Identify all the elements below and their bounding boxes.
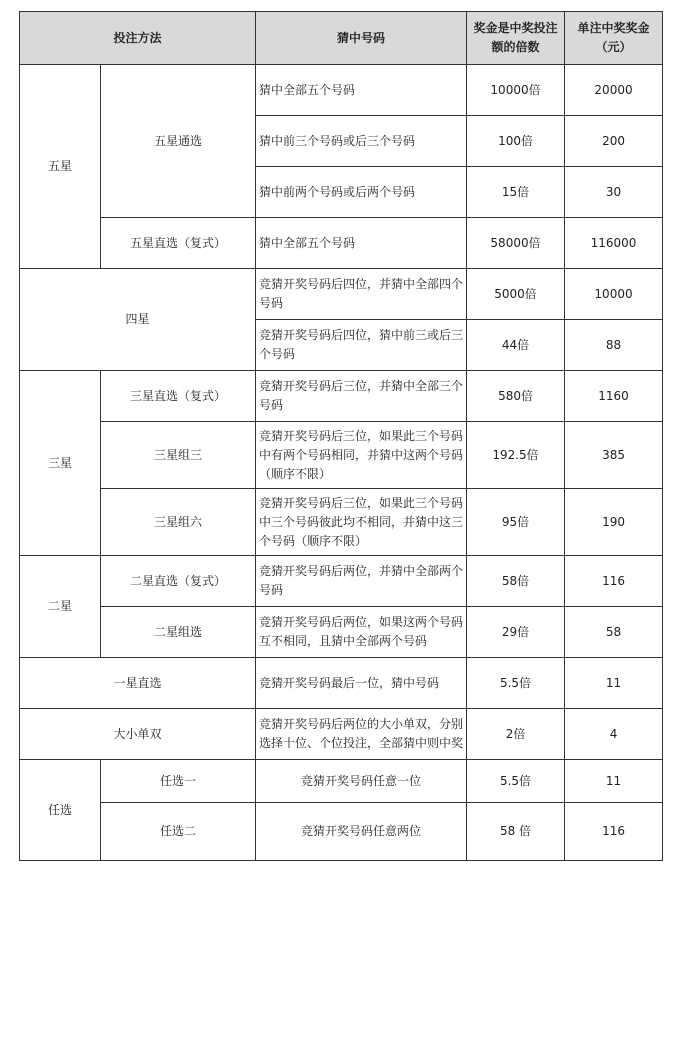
prize-cell: 116000 xyxy=(565,218,663,269)
guess-cell: 竞猜开奖号码后四位，猜中前三或后三个号码 xyxy=(256,320,467,371)
group-erxing: 二星 xyxy=(20,556,101,658)
guess-cell: 竞猜开奖号码后三位，如果此三个号码中三个号码彼此均不相同，并猜中这三个号码（顺序不限） xyxy=(256,489,467,556)
table-row xyxy=(20,371,663,422)
group-renxuan: 任选 xyxy=(20,760,101,861)
multiple-cell: 58 倍 xyxy=(467,803,565,861)
table-header-row xyxy=(20,12,663,65)
guess-cell: 猜中前三个号码或后三个号码 xyxy=(256,116,467,167)
multiple-cell: 192.5倍 xyxy=(467,422,565,489)
method-renxuan-two: 任选二 xyxy=(101,803,256,861)
table-row xyxy=(20,218,663,269)
prize-cell: 385 xyxy=(565,422,663,489)
table-row xyxy=(20,658,663,709)
prize-cell: 116 xyxy=(565,803,663,861)
table-row xyxy=(20,65,663,116)
group-sixing: 四星 xyxy=(20,269,256,371)
header-multiple: 奖金是中奖投注额的倍数 xyxy=(467,12,565,65)
group-sanxing: 三星 xyxy=(20,371,101,556)
method-wuxing-zhixuan: 五星直选（复式） xyxy=(101,218,256,269)
guess-cell: 竞猜开奖号码后三位，并猜中全部三个号码 xyxy=(256,371,467,422)
prize-cell: 11 xyxy=(565,760,663,803)
table-row xyxy=(20,760,663,803)
prize-cell: 10000 xyxy=(565,269,663,320)
guess-cell: 竞猜开奖号码最后一位，猜中号码 xyxy=(256,658,467,709)
method-erxing-zhixuan: 二星直选（复式） xyxy=(101,556,256,607)
prize-cell: 200 xyxy=(565,116,663,167)
multiple-cell: 580倍 xyxy=(467,371,565,422)
multiple-cell: 5.5倍 xyxy=(467,658,565,709)
multiple-cell: 10000倍 xyxy=(467,65,565,116)
prize-cell: 1160 xyxy=(565,371,663,422)
method-daxiao: 大小单双 xyxy=(20,709,256,760)
method-yixing: 一星直选 xyxy=(20,658,256,709)
guess-cell: 猜中全部五个号码 xyxy=(256,218,467,269)
table-row xyxy=(20,489,663,556)
prize-cell: 58 xyxy=(565,607,663,658)
multiple-cell: 100倍 xyxy=(467,116,565,167)
prize-cell: 20000 xyxy=(565,65,663,116)
multiple-cell: 95倍 xyxy=(467,489,565,556)
guess-cell: 竞猜开奖号码任意一位 xyxy=(256,760,467,803)
table-row xyxy=(20,803,663,861)
prize-cell: 88 xyxy=(565,320,663,371)
prize-cell: 190 xyxy=(565,489,663,556)
multiple-cell: 44倍 xyxy=(467,320,565,371)
guess-cell: 竞猜开奖号码后两位，并猜中全部两个号码 xyxy=(256,556,467,607)
table-row xyxy=(20,709,663,760)
table-row xyxy=(20,422,663,489)
method-sanxing-zuliu: 三星组六 xyxy=(101,489,256,556)
prize-cell: 116 xyxy=(565,556,663,607)
prize-cell: 11 xyxy=(565,658,663,709)
prize-cell: 4 xyxy=(565,709,663,760)
table-row xyxy=(20,269,663,320)
multiple-cell: 15倍 xyxy=(467,167,565,218)
multiple-cell: 5.5倍 xyxy=(467,760,565,803)
method-renxuan-one: 任选一 xyxy=(101,760,256,803)
guess-cell: 竞猜开奖号码后两位，如果这两个号码互不相同，且猜中全部两个号码 xyxy=(256,607,467,658)
header-guess: 猜中号码 xyxy=(256,12,467,65)
prize-cell: 30 xyxy=(565,167,663,218)
table-row xyxy=(20,556,663,607)
method-wuxing-tongxuan: 五星通选 xyxy=(101,65,256,218)
multiple-cell: 58倍 xyxy=(467,556,565,607)
guess-cell: 猜中全部五个号码 xyxy=(256,65,467,116)
multiple-cell: 2倍 xyxy=(467,709,565,760)
guess-cell: 竞猜开奖号码任意两位 xyxy=(256,803,467,861)
method-sanxing-zhixuan: 三星直选（复式） xyxy=(101,371,256,422)
method-erxing-zuxuan: 二星组选 xyxy=(101,607,256,658)
guess-cell: 竞猜开奖号码后三位，如果此三个号码中有两个号码相同，并猜中这两个号码（顺序不限） xyxy=(256,422,467,489)
guess-cell: 猜中前两个号码或后两个号码 xyxy=(256,167,467,218)
multiple-cell: 5000倍 xyxy=(467,269,565,320)
guess-cell: 竞猜开奖号码后四位，并猜中全部四个号码 xyxy=(256,269,467,320)
multiple-cell: 58000倍 xyxy=(467,218,565,269)
prize-table xyxy=(19,11,663,861)
header-prize: 单注中奖奖金（元） xyxy=(565,12,663,65)
group-wuxing: 五星 xyxy=(20,65,101,269)
multiple-cell: 29倍 xyxy=(467,607,565,658)
table-row xyxy=(20,607,663,658)
method-sanxing-zusan: 三星组三 xyxy=(101,422,256,489)
guess-cell: 竞猜开奖号码后两位的大小单双，分别选择十位、个位投注，全部猜中则中奖 xyxy=(256,709,467,760)
header-method: 投注方法 xyxy=(20,12,256,65)
